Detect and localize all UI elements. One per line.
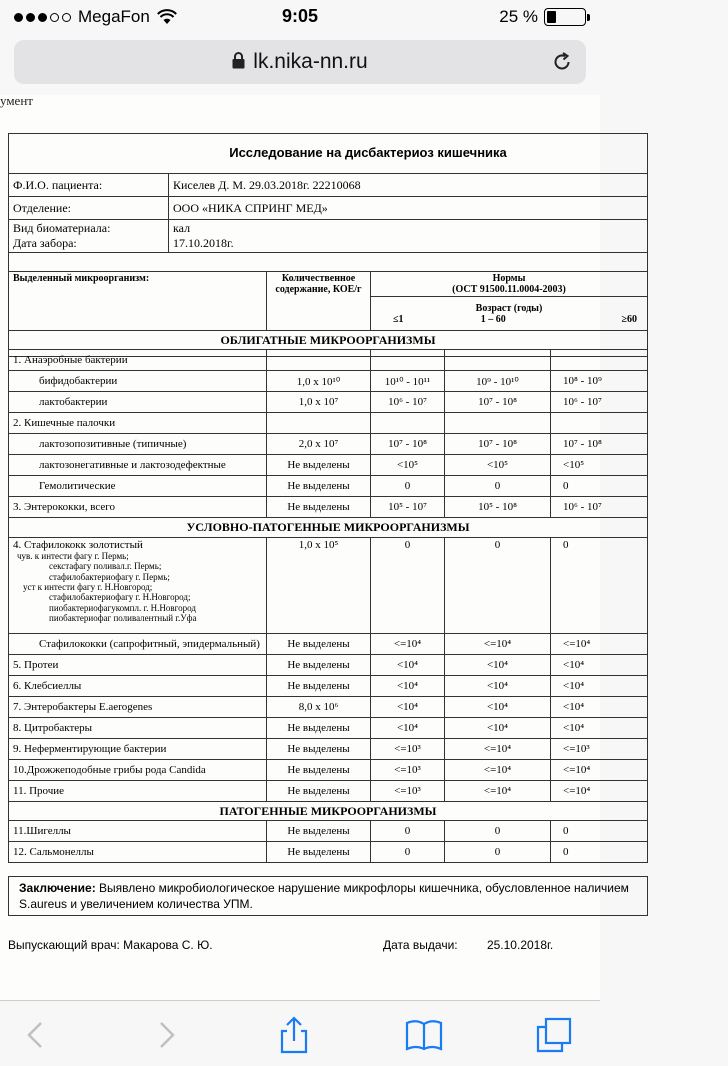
quantity-value: 2,0 x 10⁷ bbox=[267, 434, 371, 455]
norm-over-60: <10⁵ bbox=[551, 455, 648, 476]
organism-name: 9. Неферментирующие бактерии bbox=[9, 739, 267, 760]
norm-1-60: 0 bbox=[445, 842, 551, 863]
issue-date-block bbox=[383, 938, 553, 952]
quantity-value bbox=[267, 350, 371, 371]
norm-1-60: <10⁴ bbox=[445, 718, 551, 739]
staph-norm-2: 0 bbox=[445, 538, 551, 634]
table-row bbox=[9, 821, 648, 842]
biomat-label: Вид биоматериала: bbox=[13, 221, 111, 235]
phage-sensitivity-line: пиобактериофагукомпл. г. Н.Новгород bbox=[49, 602, 196, 613]
patient-info-table bbox=[8, 173, 648, 253]
table-row bbox=[9, 760, 648, 781]
age-header bbox=[371, 297, 648, 331]
norm-1-60: <10⁵ bbox=[445, 455, 551, 476]
biomat-value: кал bbox=[173, 221, 191, 235]
lock-icon bbox=[232, 52, 245, 69]
patient-value: Киселев Д. М. 29.03.2018г. 22210068 bbox=[169, 174, 648, 197]
norm-1-60: 0 bbox=[445, 821, 551, 842]
status-time: 9:05 bbox=[281, 6, 319, 26]
age-group-1: ≤1 bbox=[393, 313, 404, 325]
norm-over-60: <10⁴ bbox=[551, 718, 648, 739]
norm-over-60: 0 bbox=[551, 842, 648, 863]
norm-over-60: <=10³ bbox=[551, 739, 648, 760]
conditional-rows bbox=[9, 634, 648, 802]
phage-sensitivity-line: уст к интести фагу г. Н.Новгород; bbox=[23, 582, 153, 593]
norm-1-60: <=10⁴ bbox=[445, 781, 551, 802]
table-header-row bbox=[9, 272, 648, 297]
browser-toolbar bbox=[0, 1000, 600, 1066]
conclusion-text: Выявлено микробиологическое нарушение микрофлоры кишечника, обусловленное наличием S.aureus и увеличением количества УПМ. bbox=[19, 881, 629, 912]
table-row bbox=[9, 497, 648, 518]
quantity-value: Не выделены bbox=[267, 718, 371, 739]
age-groups bbox=[375, 314, 643, 325]
age-title: Возраст (годы) bbox=[475, 302, 543, 314]
col-norms-header bbox=[371, 272, 648, 297]
table-row bbox=[9, 781, 648, 802]
norm-1-60: 10⁹ - 10¹⁰ bbox=[445, 371, 551, 392]
norm-1-60: <10⁴ bbox=[445, 676, 551, 697]
norm-1-60: 0 bbox=[445, 476, 551, 497]
quantity-value: Не выделены bbox=[267, 455, 371, 476]
quantity-value: Не выделены bbox=[267, 497, 371, 518]
age-group-2: 1 – 60 bbox=[480, 313, 506, 325]
section-row bbox=[9, 518, 648, 538]
quantity-value: 1,0 x 10⁷ bbox=[267, 392, 371, 413]
url-display[interactable] bbox=[14, 50, 586, 74]
table-row bbox=[9, 434, 648, 455]
organism-name: лактозопозитивные (типичные) bbox=[9, 434, 267, 455]
norm-under-1: 10⁵ - 10⁷ bbox=[371, 497, 445, 518]
patient-row bbox=[9, 174, 648, 197]
norm-under-1: <10⁴ bbox=[371, 718, 445, 739]
quantity-value: 1,0 x 10¹⁰ bbox=[267, 371, 371, 392]
phage-sensitivity-line: секстафагу поливал.г. Пермь; bbox=[49, 561, 162, 572]
quantity-value: Не выделены bbox=[267, 781, 371, 802]
phage-sensitivity-line: пиобактериофаг поливалентный г.Уфа bbox=[49, 613, 197, 624]
obligate-rows bbox=[9, 350, 648, 518]
norm-under-1 bbox=[371, 413, 445, 434]
table-row bbox=[9, 476, 648, 497]
norm-over-60: <=10⁴ bbox=[551, 634, 648, 655]
norm-1-60: <10⁴ bbox=[445, 655, 551, 676]
organism-name: Гемолитические bbox=[9, 476, 267, 497]
norm-over-60: 10⁶ - 10⁷ bbox=[551, 392, 648, 413]
col-organism-header: Выделенный микроорганизм: bbox=[9, 272, 267, 331]
carrier-name: MegaFon bbox=[78, 7, 150, 26]
phage-sensitivity-line: чув. к интести фагу г. Пермь; bbox=[17, 551, 129, 561]
organism-name: 6. Клебсиеллы bbox=[9, 676, 267, 697]
address-bar[interactable] bbox=[14, 40, 586, 84]
norm-under-1: <=10³ bbox=[371, 739, 445, 760]
conclusion bbox=[8, 876, 648, 916]
organism-name: 11. Прочие bbox=[9, 781, 267, 802]
norm-over-60: <10⁴ bbox=[551, 655, 648, 676]
organism-name: 3. Энтерококки, всего bbox=[9, 497, 267, 518]
table-row bbox=[9, 455, 648, 476]
norm-over-60: <=10⁴ bbox=[551, 760, 648, 781]
quantity-value: Не выделены bbox=[267, 760, 371, 781]
col-quantity-header: Количественное содержание, КОЕ/г bbox=[267, 272, 371, 331]
staph-value: 1,0 x 10⁵ bbox=[267, 538, 371, 634]
battery-percent: 25 % bbox=[499, 7, 538, 26]
back-icon[interactable] bbox=[16, 1015, 56, 1055]
document-title: Исследование на дисбактериоз кишечника bbox=[229, 145, 507, 160]
norm-1-60: <=10⁴ bbox=[445, 634, 551, 655]
organism-name: 11.Шигеллы bbox=[9, 821, 267, 842]
date-label: Дата забора: bbox=[13, 236, 77, 250]
battery-icon bbox=[544, 8, 586, 26]
norm-1-60: 10⁷ - 10⁸ bbox=[445, 392, 551, 413]
quantity-value: Не выделены bbox=[267, 842, 371, 863]
organism-name: 2. Кишечные палочки bbox=[9, 413, 267, 434]
pathogenic-rows bbox=[9, 821, 648, 863]
organism-name: 5. Протеи bbox=[9, 655, 267, 676]
dept-value: ООО «НИКА СПРИНГ МЕД» bbox=[169, 197, 648, 220]
table-row bbox=[9, 371, 648, 392]
table-row bbox=[9, 655, 648, 676]
section-row bbox=[9, 802, 648, 821]
organism-name: 10.Дрожжеподобные грибы рода Candida bbox=[9, 760, 267, 781]
norm-under-1: <=10³ bbox=[371, 760, 445, 781]
document-view bbox=[0, 93, 637, 1000]
patient-label: Ф.И.О. пациента: bbox=[9, 174, 169, 197]
conclusion-label: Заключение: bbox=[19, 881, 96, 895]
share-icon[interactable] bbox=[274, 1015, 314, 1055]
norm-1-60: 10⁵ - 10⁸ bbox=[445, 497, 551, 518]
norms-title: Нормы bbox=[492, 273, 526, 284]
norm-1-60: <=10⁴ bbox=[445, 739, 551, 760]
quantity-value: Не выделены bbox=[267, 634, 371, 655]
issuing-doctor: Выпускающий врач: Макарова С. Ю. bbox=[8, 938, 213, 952]
bookmarks-icon[interactable] bbox=[404, 1015, 444, 1055]
document-header-fragment: умент bbox=[0, 93, 33, 108]
table-row bbox=[9, 739, 648, 760]
biomat-values bbox=[169, 220, 648, 253]
norm-1-60: <10⁴ bbox=[445, 697, 551, 718]
norm-under-1: <10⁵ bbox=[371, 455, 445, 476]
dept-row bbox=[9, 197, 648, 220]
norm-over-60: <10⁴ bbox=[551, 697, 648, 718]
issue-date-label: Дата выдачи: bbox=[383, 938, 458, 952]
norm-under-1: <10⁴ bbox=[371, 655, 445, 676]
norm-over-60: <=10⁴ bbox=[551, 781, 648, 802]
norms-standard: (ОСТ 91500.11.0004-2003) bbox=[452, 284, 566, 295]
norm-under-1: 0 bbox=[371, 476, 445, 497]
table-row bbox=[9, 634, 648, 655]
norm-under-1: 10⁶ - 10⁷ bbox=[371, 392, 445, 413]
table-row bbox=[9, 718, 648, 739]
battery-status bbox=[499, 7, 586, 27]
staph-name: 4. Стафилококк золотистый bbox=[13, 539, 143, 551]
tabs-icon[interactable] bbox=[534, 1015, 574, 1055]
age-group-3: ≥60 bbox=[621, 313, 637, 325]
norm-under-1: <=10³ bbox=[371, 781, 445, 802]
phage-sensitivity-line: стафилобактериофагу г. Н.Новгород; bbox=[49, 592, 191, 603]
section-obligate: ОБЛИГАТНЫЕ МИКРООРГАНИЗМЫ bbox=[9, 331, 648, 350]
biomat-labels bbox=[9, 220, 169, 253]
norm-over-60: 10⁸ - 10⁹ bbox=[551, 371, 648, 392]
quantity-value: 8,0 x 10⁶ bbox=[267, 697, 371, 718]
organism-name: 8. Цитробактеры bbox=[9, 718, 267, 739]
forward-icon[interactable] bbox=[146, 1015, 186, 1055]
quantity-value bbox=[267, 413, 371, 434]
norm-under-1: <=10⁴ bbox=[371, 634, 445, 655]
norm-over-60 bbox=[551, 413, 648, 434]
biomaterial-row bbox=[9, 220, 648, 253]
organism-name: Стафилококки (сапрофитный, эпидермальный) bbox=[9, 634, 267, 655]
staph-norm-3: 0 bbox=[551, 538, 648, 634]
norm-1-60 bbox=[445, 413, 551, 434]
norm-over-60: 10⁷ - 10⁸ bbox=[551, 434, 648, 455]
organism-name: 7. Энтеробактеры E.aerogenes bbox=[9, 697, 267, 718]
organism-name: лактобактерии bbox=[9, 392, 267, 413]
phage-sensitivity-line: стафилобактериофагу г. Пермь; bbox=[49, 571, 170, 582]
norm-over-60: 0 bbox=[551, 476, 648, 497]
norm-under-1: <10⁴ bbox=[371, 697, 445, 718]
quantity-value: Не выделены bbox=[267, 739, 371, 760]
table-row bbox=[9, 392, 648, 413]
quantity-value: Не выделены bbox=[267, 476, 371, 497]
table-row bbox=[9, 538, 648, 634]
norm-over-60: 10⁶ - 10⁷ bbox=[551, 497, 648, 518]
section-pathogenic: ПАТОГЕННЫЕ МИКРООРГАНИЗМЫ bbox=[9, 802, 648, 821]
table-row bbox=[9, 350, 648, 371]
results-table bbox=[8, 271, 648, 863]
organism-name: 12. Сальмонеллы bbox=[9, 842, 267, 863]
staph-cell bbox=[9, 538, 267, 634]
section-conditional: УСЛОВНО-ПАТОГЕННЫЕ МИКРООРГАНИЗМЫ bbox=[9, 518, 648, 538]
norm-under-1: <10⁴ bbox=[371, 676, 445, 697]
staph-norm-1: 0 bbox=[371, 538, 445, 634]
norm-under-1 bbox=[371, 350, 445, 371]
section-row bbox=[9, 331, 648, 350]
norm-over-60 bbox=[551, 350, 648, 371]
table-row bbox=[9, 413, 648, 434]
norm-1-60: 10⁷ - 10⁸ bbox=[445, 434, 551, 455]
url-text: lk.nika-nn.ru bbox=[253, 50, 368, 73]
norm-1-60 bbox=[445, 350, 551, 371]
organism-name: 1. Анаэробные бактерии bbox=[9, 350, 267, 371]
quantity-value: Не выделены bbox=[267, 655, 371, 676]
reload-icon[interactable] bbox=[550, 50, 574, 74]
norm-under-1: 10¹⁰ - 10¹¹ bbox=[371, 371, 445, 392]
status-bar bbox=[0, 0, 600, 36]
norm-under-1: 0 bbox=[371, 821, 445, 842]
date-value: 17.10.2018г. bbox=[173, 236, 234, 250]
organism-name: лактозонегативные и лактозодефектные bbox=[9, 455, 267, 476]
quantity-value: Не выделены bbox=[267, 676, 371, 697]
norm-1-60: <=10⁴ bbox=[445, 760, 551, 781]
quantity-value: Не выделены bbox=[267, 821, 371, 842]
table-row bbox=[9, 676, 648, 697]
dept-label: Отделение: bbox=[9, 197, 169, 220]
table-row bbox=[9, 842, 648, 863]
norm-over-60: <10⁴ bbox=[551, 676, 648, 697]
organism-name: бифидобактерии bbox=[9, 371, 267, 392]
table-row bbox=[9, 697, 648, 718]
norm-over-60: 0 bbox=[551, 821, 648, 842]
norm-under-1: 0 bbox=[371, 842, 445, 863]
staph-phage-list bbox=[13, 551, 262, 623]
norm-under-1: 10⁷ - 10⁸ bbox=[371, 434, 445, 455]
issue-date: 25.10.2018г. bbox=[486, 938, 554, 952]
